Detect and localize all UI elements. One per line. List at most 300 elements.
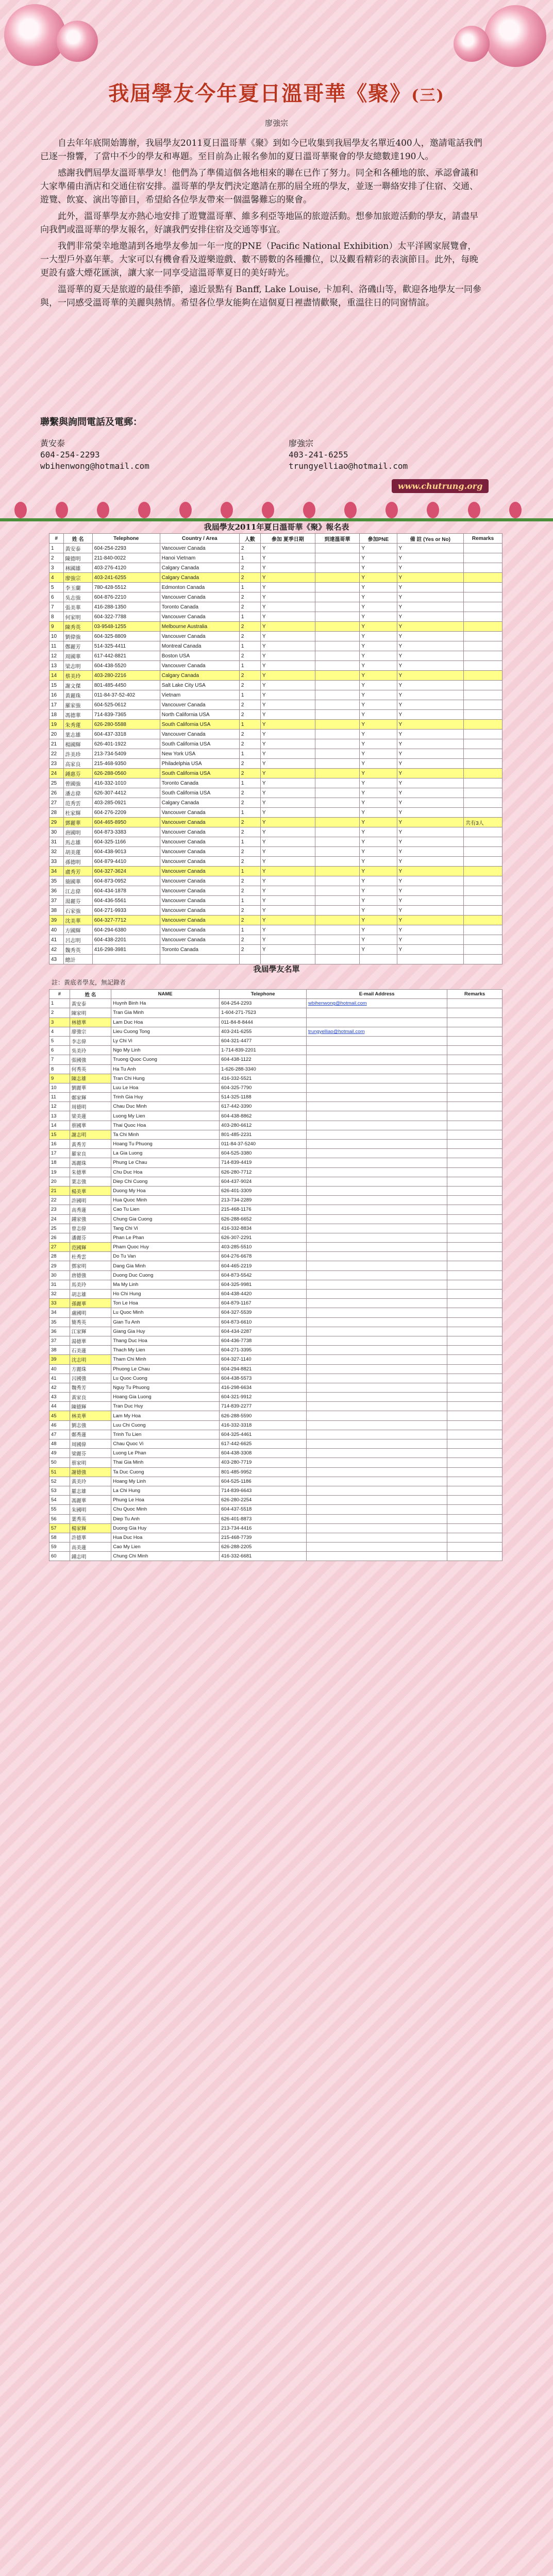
table-cell: Vancouver Canada: [160, 916, 239, 925]
table-cell: [447, 1270, 502, 1280]
table-cell: 石家強: [63, 906, 92, 916]
table-cell: Y: [260, 622, 315, 632]
table-cell: Y: [260, 876, 315, 886]
header-banner: [0, 0, 553, 108]
table-cell: 26: [49, 788, 64, 798]
table-cell: [447, 1083, 502, 1092]
table-cell: 高秀蓮: [70, 1205, 111, 1214]
table-row: [49, 592, 502, 602]
table-cell: 胡志雄: [70, 1290, 111, 1299]
table-cell: Hua Quoc Minh: [111, 1196, 220, 1205]
table-cell: Y: [360, 749, 397, 759]
table-cell: Y: [397, 808, 464, 818]
table-cell: 801-485-9952: [220, 1467, 307, 1477]
table-cell: 朱國明: [70, 1505, 111, 1514]
table-cell: 39: [49, 1355, 70, 1364]
table-cell: Diep Tu Anh: [111, 1514, 220, 1523]
table-cell: [315, 857, 360, 867]
table-row: [49, 1552, 502, 1561]
table-cell: 626-280-2254: [220, 1496, 307, 1505]
table-cell: 1: [239, 720, 260, 730]
table-row: [49, 1449, 502, 1458]
table-cell: 626-401-8873: [220, 1514, 307, 1523]
table-row: [49, 690, 502, 700]
table-cell: [397, 955, 464, 964]
table-cell: [464, 739, 502, 749]
table-cell: 魏秀英: [63, 945, 92, 955]
table-header-cell: 人數: [239, 534, 260, 544]
table-cell: Y: [397, 632, 464, 641]
contact-name: 廖強宗: [289, 438, 314, 448]
flower-decoration: [4, 4, 66, 66]
table-row: [49, 1111, 502, 1121]
table-cell: Y: [260, 710, 315, 720]
table-cell: 2: [239, 681, 260, 690]
table-cell: [307, 1327, 447, 1336]
table-cell: 黃秀芳: [70, 1140, 111, 1149]
member-list-table: [49, 989, 502, 1561]
table-cell: Y: [360, 945, 397, 955]
table-cell: Y: [260, 553, 315, 563]
table-cell: 楊國輝: [63, 739, 92, 749]
table-cell: [360, 955, 397, 964]
table-cell: [307, 1364, 447, 1374]
table-cell: 何秀英: [70, 1064, 111, 1074]
table1-title: 我屆學友2011年夏日溫哥華《聚》報名表: [204, 522, 349, 532]
table-cell: Y: [397, 583, 464, 592]
table-cell: Y: [360, 847, 397, 857]
table-cell: 213-734-4416: [220, 1523, 307, 1533]
table-cell: 604-321-4477: [220, 1036, 307, 1045]
table-cell: [307, 1355, 447, 1364]
table-cell: [315, 827, 360, 837]
table-cell: 36: [49, 886, 64, 896]
table-cell: 6: [49, 592, 64, 602]
table-cell: 葉志雄: [63, 730, 92, 739]
table-cell: 梁美蓮: [70, 1111, 111, 1121]
table-cell: Y: [260, 818, 315, 827]
table-row: [49, 955, 502, 964]
table-cell: Chu Quoc Minh: [111, 1505, 220, 1514]
table-cell: 2: [239, 886, 260, 896]
table-cell: 周德明: [70, 1102, 111, 1111]
table-cell: [307, 1411, 447, 1420]
table-cell: 213-734-2289: [220, 1196, 307, 1205]
table-cell: 41: [49, 935, 64, 945]
table-cell: 18: [49, 710, 64, 720]
table-cell: 604-438-8862: [220, 1111, 307, 1121]
table-cell: 604-294-6380: [92, 925, 160, 935]
table-cell: [464, 788, 502, 798]
table-cell: [307, 1467, 447, 1477]
table-cell: [447, 1158, 502, 1167]
table-cell: 215-468-1176: [220, 1205, 307, 1214]
table-cell: Y: [260, 690, 315, 700]
table-cell: [307, 1261, 447, 1270]
table-cell: 604-325-9981: [220, 1280, 307, 1289]
table-cell: South California USA: [160, 720, 239, 730]
table-cell: 周國華: [63, 651, 92, 661]
table-cell: [307, 1393, 447, 1402]
table-cell: [447, 1121, 502, 1130]
table-cell: 蔡美玲: [63, 671, 92, 681]
table-row: [49, 1186, 502, 1195]
table-cell: 1: [239, 778, 260, 788]
table-row: [49, 1327, 502, 1336]
table-cell: 鍾志明: [70, 1552, 111, 1561]
table-cell: 林德華: [70, 1018, 111, 1027]
table-cell: 蔡國華: [70, 1121, 111, 1130]
table-cell: 2: [239, 602, 260, 612]
table-cell: [464, 632, 502, 641]
table-cell: 杜家輝: [63, 808, 92, 818]
table-cell[interactable]: wbihenwong@hotmail.com: [307, 999, 447, 1008]
table-cell: 陳秀英: [63, 622, 92, 632]
table-cell: [447, 1439, 502, 1449]
table-cell: 34: [49, 867, 64, 876]
table-cell: 28: [49, 1252, 70, 1261]
table-cell: [464, 798, 502, 808]
table-cell: 416-332-6681: [220, 1552, 307, 1561]
table-cell: Gian Tu Anh: [111, 1317, 220, 1327]
table-cell: Phan Le Phan: [111, 1233, 220, 1242]
table-cell: [464, 690, 502, 700]
intro-text: [40, 137, 483, 313]
table-cell: Y: [360, 573, 397, 583]
table-cell: South California USA: [160, 788, 239, 798]
table-cell: 1: [239, 867, 260, 876]
table-cell: [447, 1280, 502, 1289]
table-row: [49, 818, 502, 827]
table-cell: 604-254-2293: [92, 544, 160, 553]
table-cell: 13: [49, 661, 64, 671]
table-row: [49, 1467, 502, 1477]
table-cell: [315, 553, 360, 563]
contact-heading: 聯繫與詢問電話及電郵：: [40, 417, 142, 428]
table-cell: Y: [397, 847, 464, 857]
table-cell: [447, 1261, 502, 1270]
table-cell: [307, 1046, 447, 1055]
table-row: [49, 999, 502, 1008]
table-cell: [315, 916, 360, 925]
table-cell: 李志偉: [70, 1036, 111, 1045]
table-cell: 8: [49, 612, 64, 622]
table-cell: [307, 1167, 447, 1177]
table-cell: 1: [49, 544, 64, 553]
table-cell: 9: [49, 622, 64, 632]
table-cell: 唐德強: [70, 1270, 111, 1280]
table-cell: 416-288-1350: [92, 602, 160, 612]
table-cell: 23: [49, 759, 64, 769]
table-cell: 416-332-1010: [92, 778, 160, 788]
table-header-cell: Remarks: [447, 990, 502, 999]
table-cell: Y: [397, 876, 464, 886]
table-cell: 3: [49, 1018, 70, 1027]
table-cell: Do Tu Van: [111, 1252, 220, 1261]
table-cell: 17: [49, 1149, 70, 1158]
table-row: [49, 1093, 502, 1102]
table-cell: Vancouver Canada: [160, 661, 239, 671]
table-cell: [447, 1111, 502, 1121]
table-header-cell: #: [49, 534, 64, 544]
table-row: [49, 769, 502, 778]
table-cell: 604-434-1878: [92, 886, 160, 896]
table-cell: [307, 1018, 447, 1027]
table-cell: Y: [260, 837, 315, 847]
table-cell: [307, 1252, 447, 1261]
table-cell: [464, 837, 502, 847]
table-cell: Lam Duc Hoa: [111, 1018, 220, 1027]
table-row: [49, 1149, 502, 1158]
table-cell: 2: [239, 573, 260, 583]
table-cell: Y: [397, 916, 464, 925]
table-cell: 626-288-6652: [220, 1214, 307, 1224]
table-cell: 19: [49, 720, 64, 730]
table-cell: Tham Chi Minh: [111, 1355, 220, 1364]
table-row: [49, 1055, 502, 1064]
table-cell: Y: [260, 641, 315, 651]
table-cell: 32: [49, 1290, 70, 1299]
table-row: [49, 1046, 502, 1055]
table-cell: Y: [397, 710, 464, 720]
table-cell: 604-325-4461: [220, 1430, 307, 1439]
table-cell: 鍾家強: [70, 1214, 111, 1224]
table-cell: 1: [239, 749, 260, 759]
table-cell: [447, 1383, 502, 1392]
table-row: [49, 1205, 502, 1214]
table-cell: Y: [260, 857, 315, 867]
table-cell: 35: [49, 876, 64, 886]
table-cell: [447, 1027, 502, 1036]
table-cell: 604-438-9013: [92, 847, 160, 857]
table-row: [49, 916, 502, 925]
table-cell: 李玉蘭: [63, 583, 92, 592]
table-cell: 604-873-6610: [220, 1317, 307, 1327]
table-cell: 江家輝: [70, 1327, 111, 1336]
table-cell: Vancouver Canada: [160, 925, 239, 935]
table-cell: Dang Gia Minh: [111, 1261, 220, 1270]
table-cell[interactable]: trungyelliao@hotmail.com: [307, 1027, 447, 1036]
table-cell: [464, 759, 502, 769]
table-cell: 514-325-4411: [92, 641, 160, 651]
table-row: [49, 1196, 502, 1205]
table-header-cell: 姓 名: [63, 534, 92, 544]
table-cell: Y: [360, 935, 397, 945]
table-cell: 011-84-8-8444: [220, 1018, 307, 1027]
table-cell: 梁志明: [63, 661, 92, 671]
table-cell: 黃家良: [70, 1393, 111, 1402]
table-cell: Cao Tu Lien: [111, 1205, 220, 1214]
table-cell: Thai Quoc Hoa: [111, 1121, 220, 1130]
table-cell: 626-288-5590: [220, 1411, 307, 1420]
table-cell: Y: [260, 778, 315, 788]
table-header-cell: #: [49, 990, 70, 999]
table-cell: Y: [360, 818, 397, 827]
table-cell: 45: [49, 1411, 70, 1420]
table-row: [49, 1477, 502, 1486]
table-cell: 32: [49, 847, 64, 857]
table-cell: 604-436-5561: [92, 896, 160, 906]
table-cell: 謝德強: [70, 1467, 111, 1477]
table-cell: [447, 1055, 502, 1064]
table-cell: 4: [49, 1027, 70, 1036]
table-cell: 26: [49, 1233, 70, 1242]
table-cell: 何家明: [63, 612, 92, 622]
table-cell: [315, 788, 360, 798]
table-cell: Y: [360, 651, 397, 661]
table-cell: Toronto Canada: [160, 945, 239, 955]
table-cell: Y: [397, 690, 464, 700]
table-cell: 626-288-2205: [220, 1543, 307, 1552]
table-row: [49, 661, 502, 671]
table-cell: Y: [397, 867, 464, 876]
table-row: [49, 1224, 502, 1233]
table-cell: Y: [360, 925, 397, 935]
table-row: [49, 1402, 502, 1411]
table-cell: 801-485-2231: [220, 1130, 307, 1139]
table-cell: [464, 827, 502, 837]
table-cell: Chu Duc Hoa: [111, 1167, 220, 1177]
table-cell: [464, 955, 502, 964]
table-cell: 2: [239, 935, 260, 945]
table-cell: 18: [49, 1158, 70, 1167]
table-cell: Ly Chi Vi: [111, 1036, 220, 1045]
table-cell: 25: [49, 1224, 70, 1233]
table-cell: [464, 749, 502, 759]
table-cell: [464, 661, 502, 671]
table-cell: 626-280-7712: [220, 1167, 307, 1177]
table2-subtitle: 註：黃底者學友，無記錄者: [52, 979, 126, 986]
table-row: [49, 1411, 502, 1420]
table-cell: 陳志雄: [70, 1074, 111, 1083]
table-cell: Y: [360, 710, 397, 720]
table-row: [49, 1074, 502, 1083]
table-cell: Ho Chi Hung: [111, 1290, 220, 1299]
table-cell: Y: [260, 544, 315, 553]
table-cell: Y: [360, 720, 397, 730]
table-cell: 鍾惠芬: [63, 769, 92, 778]
table-cell: Y: [360, 867, 397, 876]
table-cell: 604-437-9024: [220, 1177, 307, 1186]
table-cell: 31: [49, 1280, 70, 1289]
contact-email[interactable]: wbihenwong@hotmail.com: [40, 461, 149, 471]
table-cell: [464, 700, 502, 710]
table-cell: [307, 1533, 447, 1542]
table-cell: 葉秀英: [70, 1514, 111, 1523]
table-cell: [464, 553, 502, 563]
table-cell: Y: [360, 906, 397, 916]
table-cell: 626-307-2291: [220, 1233, 307, 1242]
table-row: [49, 553, 502, 563]
table-cell: Y: [260, 612, 315, 622]
table-cell: Chau Duc Minh: [111, 1102, 220, 1111]
table-cell: 2: [239, 759, 260, 769]
table-cell: [307, 1458, 447, 1467]
table-row: [49, 857, 502, 867]
table-cell: 楊家輝: [70, 1523, 111, 1533]
table-cell: Luu Chi Cuong: [111, 1420, 220, 1430]
table-cell: [307, 1280, 447, 1289]
table-cell: 604-325-8809: [92, 632, 160, 641]
table-cell: [307, 1514, 447, 1523]
table-cell: [315, 886, 360, 896]
table-cell: 2: [239, 563, 260, 573]
table-cell: 7: [49, 1055, 70, 1064]
table-row: [49, 1505, 502, 1514]
table-cell: 9: [49, 1074, 70, 1083]
table-row: [49, 1233, 502, 1242]
table-cell: [315, 739, 360, 749]
table-cell: Y: [260, 681, 315, 690]
table-cell: [315, 876, 360, 886]
intro-paragraph: 此外，溫哥華學友亦熱心地安排了遊覽溫哥華、維多利亞等地區的旅遊活動。想參加旅遊活動的學友，請盡早向我們或溫哥華的學友報名，好讓我們安排住宿及交通等事宜。: [40, 211, 478, 235]
table-cell: 14: [49, 1121, 70, 1130]
table-cell: Y: [397, 681, 464, 690]
table-row: [49, 1299, 502, 1308]
table-cell: [315, 769, 360, 778]
table-cell: 617-442-8821: [92, 651, 160, 661]
table-cell: Tran Chi Hung: [111, 1074, 220, 1083]
table-cell: 604-525-1186: [220, 1477, 307, 1486]
table-cell: Y: [260, 720, 315, 730]
table-row: [49, 788, 502, 798]
table-cell: [447, 1514, 502, 1523]
table-cell: [315, 622, 360, 632]
table-cell: South California USA: [160, 739, 239, 749]
table-row: [49, 1496, 502, 1505]
table-cell: 416-298-3981: [92, 945, 160, 955]
table-cell: 20: [49, 730, 64, 739]
table-row: [49, 1158, 502, 1167]
table-cell: Chau Quoc Vi: [111, 1439, 220, 1449]
table-cell: 58: [49, 1533, 70, 1542]
table-cell: 604-327-5539: [220, 1308, 307, 1317]
table-cell: [464, 583, 502, 592]
table-cell: Toronto Canada: [160, 778, 239, 788]
table-cell: 40: [49, 1364, 70, 1374]
table-cell: [464, 720, 502, 730]
table-cell: [315, 925, 360, 935]
table-cell: 馮德華: [63, 710, 92, 720]
table-cell: 604-325-7790: [220, 1083, 307, 1092]
site-badge[interactable]: www.chutrung.org: [392, 479, 489, 493]
table-cell: [315, 573, 360, 583]
table-cell: 49: [49, 1449, 70, 1458]
table-cell: 1-626-288-3340: [220, 1064, 307, 1074]
table-header-cell: 到達溫哥華: [315, 534, 360, 544]
table-cell: Vancouver Canada: [160, 544, 239, 553]
table-cell: Y: [397, 671, 464, 681]
table-cell: Y: [397, 641, 464, 651]
table-cell: 黃安泰: [70, 999, 111, 1008]
table-cell: 朱秀蓮: [63, 720, 92, 730]
contact-email[interactable]: trungyelliao@hotmail.com: [289, 461, 408, 471]
table-cell: Y: [397, 700, 464, 710]
table-cell: Y: [260, 896, 315, 906]
table-cell: 47: [49, 1430, 70, 1439]
table-cell: Y: [260, 769, 315, 778]
table-cell: Diep Chi Cuong: [111, 1177, 220, 1186]
table-cell: La Gia Luong: [111, 1149, 220, 1158]
table-cell: 2: [239, 632, 260, 641]
table-cell: Melbourne Australia: [160, 622, 239, 632]
table-cell: Y: [260, 935, 315, 945]
table-cell: 廖強宗: [70, 1027, 111, 1036]
table-cell: [315, 681, 360, 690]
table-cell: 43: [49, 955, 64, 964]
table-cell: 許國明: [70, 1196, 111, 1205]
table-cell: 廖強宗: [63, 573, 92, 583]
